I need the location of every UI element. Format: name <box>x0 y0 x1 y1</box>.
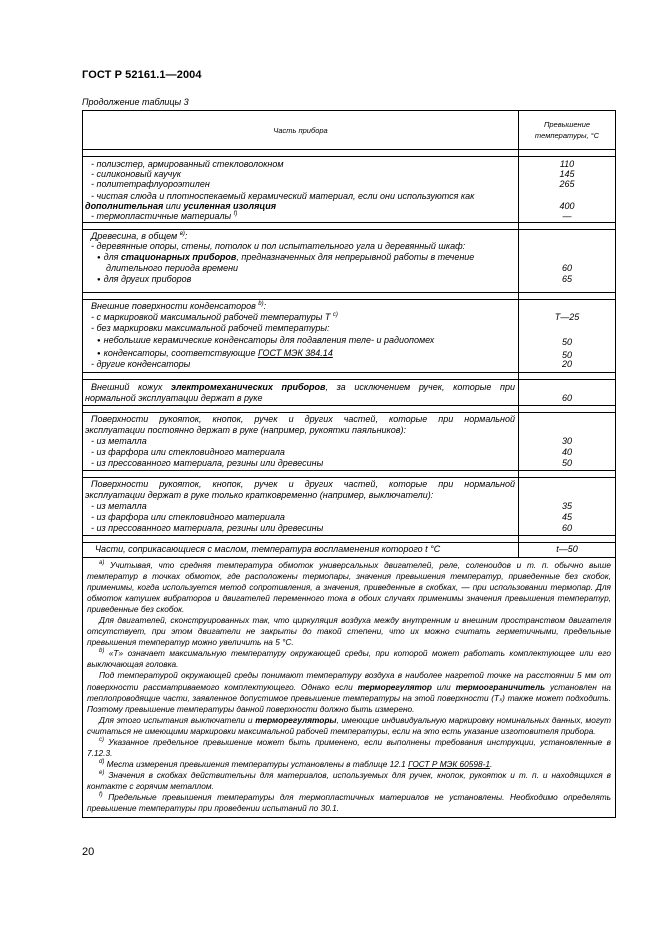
row-text: длительного периода времени <box>106 263 239 273</box>
value: Т—25 <box>554 312 580 322</box>
footnote-paragraph: Под температурой окружающей среды понимают температуру воздуха в наиболее нагретой точке на расстоянии 5 мм от поверхности рассматриваемого комплектующего. Однако если терморегулятор или термоограничитель установлен на теплопроводящие части, заявленное допустимое превышение температуры на этой поверхности (Tₛ) также может подходить. Поэтому превышение температуры данной поверхности должно быть измерено. <box>87 670 612 714</box>
value: 60 <box>561 393 572 403</box>
value: 35 <box>561 501 572 511</box>
page-number: 20 <box>82 846 95 858</box>
table-footnotes <box>83 557 615 817</box>
footnote-marker: c) <box>99 736 104 743</box>
row-text: - политетрафлуороэтилен <box>91 179 210 189</box>
standard-link[interactable]: ГОСТ МЭК 384.14 <box>257 348 333 358</box>
bold-term: усиленная изоляция <box>183 201 277 211</box>
footnote-paragraph: Для этого испытания выключатели и терморегуляторы, имеющие индивидуальную маркировку номинальных данных, могут считаться не имеющими маркировки максимальной рабочей температуры, если на это есть указание изготовителя прибора. <box>87 714 611 736</box>
table-row <box>83 157 615 223</box>
col-header-temp-line1: Превышение <box>543 120 591 129</box>
row-text: - полиэстер, армированный стекловолокном <box>91 159 284 169</box>
table-gap-row <box>83 223 615 230</box>
row-text: - деревянные опоры, стены, потолок и пол испытательного угла и деревянный шкаф: <box>91 241 466 251</box>
footnote-paragraph: Для двигателей, сконструированных так, что циркуляция воздуха между внутренним и внешним пространством двигателя отсутствует, при этом двигатели не закрыты до такой степени, что их можно считать герметичными, предельные превышения температур можно увеличить на 5 °С. <box>87 615 611 648</box>
row-text: - с маркировкой максимальной рабочей температуры Т $^{с)}$ <box>91 312 338 322</box>
row-part-cell <box>83 543 519 557</box>
footnote-f: $^{f)}$ Предельные превышения температуры для термопластичных материалов не установлены. Необходимо определять превышение температуры при проведении испытаний по 30.1. <box>87 791 611 814</box>
table-row <box>83 543 615 557</box>
row-text: Поверхности рукояток, кнопок, ручек и других частей, которые при нормальной <box>91 479 515 489</box>
footnote-marker: а) <box>99 560 105 567</box>
value: 265 <box>559 179 575 189</box>
row-part-cell <box>83 230 519 292</box>
value: 145 <box>559 169 575 179</box>
bold-term: терморегулятор <box>357 681 432 692</box>
row-value-cell <box>519 157 615 222</box>
row-part-cell <box>83 157 519 222</box>
col-header-temperature <box>519 111 615 149</box>
footnote-marker: f) <box>99 792 103 799</box>
table-row <box>83 478 615 536</box>
value: 40 <box>561 447 572 457</box>
footnote-ref: в) <box>179 231 185 237</box>
bold-term: дополнительная <box>85 201 164 211</box>
row-text: - из металла <box>91 436 147 446</box>
temperature-rise-table <box>82 110 616 818</box>
standard-link[interactable]: ГОСТ Р МЭК 60598-1 <box>408 758 491 769</box>
table-gap-row <box>83 150 615 157</box>
bold-term: стационарных приборов <box>120 252 237 262</box>
document-header: ГОСТ Р 52161.1—2004 <box>82 69 202 81</box>
bold-term: терморегуляторы <box>255 714 337 725</box>
row-value-cell <box>519 478 615 535</box>
row-text: Части, соприкасающиеся с маслом, температура воспламенения которого t °С <box>95 544 441 554</box>
row-text: ● для других приборов <box>97 274 191 286</box>
footnote-marker: b) <box>99 648 105 655</box>
row-value-cell <box>519 230 615 292</box>
value: 50 <box>561 337 572 347</box>
table-continuation-label: Продолжение таблицы 3 <box>82 97 189 107</box>
value: — <box>562 211 572 221</box>
value: 400 <box>559 201 575 211</box>
row-text: - из металла <box>91 501 147 511</box>
footnote-e: $^{e)}$ Значения в скобках действительны для материалов, используемых для ручек, кнопок, рукояток и т. п. и находящихся в контакте с горячим металлом. <box>87 769 611 791</box>
table-gap-row <box>83 406 615 413</box>
bold-term: электромеханических приборов <box>171 382 326 392</box>
footnote-ref: b) <box>258 301 264 307</box>
row-text: - из фарфора или стекловидного материала <box>91 447 285 457</box>
row-text: ● для стационарных приборов, предназначенных для непрерывной работы в течение <box>97 252 474 264</box>
row-text: - термопластичные материалы $^{f)}$ <box>91 211 238 221</box>
row-value-cell <box>519 543 615 557</box>
table-row <box>83 300 615 373</box>
footnote-ref: с) <box>332 312 338 318</box>
row-text: эксплуатации постоянно держат в руке (например, рукоятки паяльников): <box>85 425 406 435</box>
row-text: - из прессованного материала, резины или древесины <box>91 523 324 533</box>
value: 30 <box>561 436 572 446</box>
table-header-row <box>83 111 615 150</box>
footnote-a: $^{а)}$ Учитывая, что средняя температура обмоток универсальных двигателей, реле, соленоидов и т. п. обычно выше температур в точках обмоток, где расположены термопары, значения превышения температур, приведенные без скобок, применимы, когда используется метод сопротивления, а значения, приведенные в скобках, — при использовании термопар. Для обмоток катушек вибраторов и двигателей переменного тока в обоих случаях применимы значения превышения температур, приведенные без скобок. <box>87 560 611 615</box>
row-text: эксплуатации держат в руке только кратковременно (например, выключатели): <box>85 490 434 500</box>
row-text: Поверхности рукояток, кнопок, ручек и других частей, которые при нормальной <box>91 414 515 424</box>
table-gap-row <box>83 536 615 543</box>
footnote-b: $^{b)}$ «Т» означает максимальную температуру окружающей среды, при которой может работать комплектующее или его выключающая головка. <box>87 648 611 670</box>
col-header-part: Часть прибора <box>83 111 519 149</box>
row-part-cell <box>83 478 519 535</box>
value: 65 <box>561 274 572 284</box>
footnote-c: $^{c)}$ Указанное предельное превышение может быть применено, если выполнены требования инструкции, установленные в 7.12.3. <box>87 736 611 758</box>
row-text: - силиконовый каучук <box>91 169 181 179</box>
row-text: Внешний кожух электромеханических приборов, за исключением ручек, которые при <box>91 382 515 392</box>
row-text: - без маркировки максимальной рабочей температуры: <box>91 323 330 333</box>
row-part-cell <box>83 380 519 405</box>
value: 110 <box>559 159 575 169</box>
row-value-cell <box>519 413 615 470</box>
row-text: Внешние поверхности конденсаторов $^{b)}$: <box>91 301 267 311</box>
value: 20 <box>561 359 572 369</box>
table-row <box>83 380 615 406</box>
row-text: нормальной эксплуатации держат в руке <box>85 393 263 403</box>
footnote-d: $^{d)}$ Места измерения превышения температуры установлены в таблице 12.1 ГОСТ Р МЭК 60598-1. <box>99 758 493 769</box>
row-text: Древесина, в общем $^{в)}$: <box>91 231 188 241</box>
row-value-cell <box>519 300 615 372</box>
row-text: - из фарфора или стекловидного материала <box>91 512 285 522</box>
value: 50 <box>561 350 572 360</box>
value: 60 <box>561 523 572 533</box>
footnote-marker: e) <box>99 770 105 777</box>
footnote-ref: f) <box>233 211 238 217</box>
row-text: ● небольшие керамические конденсаторы для подавления теле- и радиопомех <box>97 335 434 347</box>
table-gap-row <box>83 373 615 380</box>
bold-term: термоограничитель <box>455 681 546 692</box>
row-text: - другие конденсаторы <box>91 359 191 369</box>
row-text: ● конденсаторы, соответствующие ГОСТ МЭК 384.14 <box>97 348 333 360</box>
value: 60 <box>561 263 572 273</box>
table-gap-row <box>83 293 615 300</box>
row-part-cell <box>83 300 519 372</box>
value: t—50 <box>556 544 578 554</box>
row-part-cell <box>83 413 519 470</box>
table-row <box>83 230 615 293</box>
footnote-marker: d) <box>99 759 105 766</box>
row-value-cell <box>519 380 615 405</box>
value: 50 <box>561 458 572 468</box>
row-text: дополнительная или усиленная изоляция <box>85 201 277 211</box>
table-gap-row <box>83 471 615 478</box>
row-text: - из прессованного материала, резины или древесины <box>91 458 324 468</box>
row-text: - чистая слюда и плотноспекаемый керамический материал, если они используются как <box>91 191 475 201</box>
table-row <box>83 413 615 471</box>
value: 45 <box>561 512 572 522</box>
col-header-temp-line2: температуры, °С <box>534 131 600 140</box>
